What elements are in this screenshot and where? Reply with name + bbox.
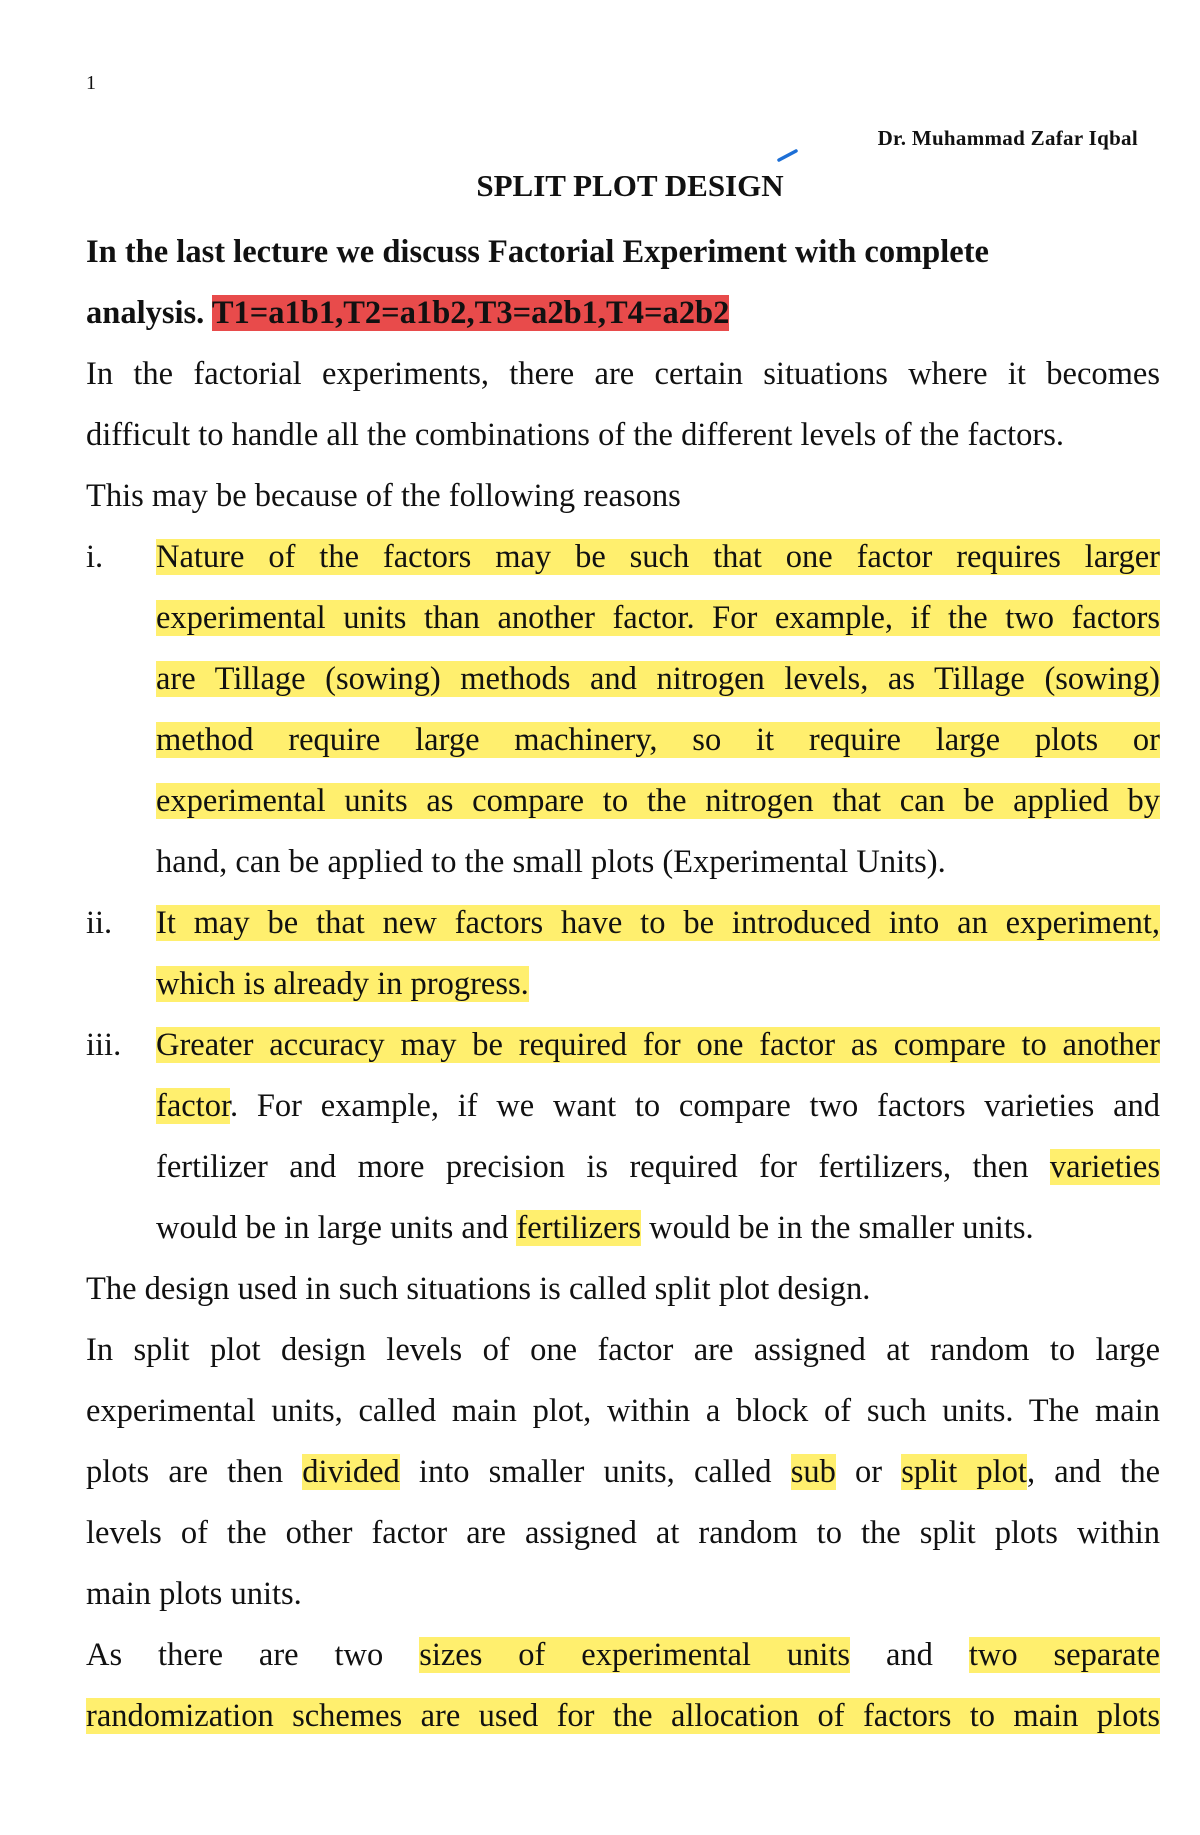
reason-i-line-5: experimental units as compare to the nitrogen that can be applied by [156, 783, 1160, 819]
list-marker: i. [86, 539, 104, 575]
reason-i-line-4: method require large machinery, so it require large plots or [156, 722, 1160, 758]
para3-line-2: experimental units, called main plot, within a block of such units. The main [86, 1393, 1160, 1429]
reason-i-line-2: experimental units than another factor. For example, if the two factors [156, 600, 1160, 636]
para4-line-2: randomization schemes are used for the allocation of factors to main plots [86, 1698, 1160, 1734]
reason-ii-line-2: which is already in progress. [156, 966, 529, 1002]
para2: The design used in such situations is called split plot design. [86, 1271, 871, 1307]
treatment-codes: T1=a1b1,T2=a1b2,T3=a2b1,T4=a2b2 [211, 295, 730, 331]
list-marker: iii. [86, 1027, 122, 1063]
page-number: 1 [86, 72, 96, 94]
reason-iii-line-2: factor. For example, if we want to compare two factors varieties and [156, 1088, 1160, 1124]
intro-line-2 [86, 286, 1160, 347]
reason-iii-line-3: fertilizer and more precision is required for fertilizers, then varieties [156, 1149, 1160, 1185]
para3-line-1: In split plot design levels of one factor are assigned at random to large [86, 1332, 1160, 1368]
para4-line-1: As there are two sizes of experimental units and two separate [86, 1637, 1160, 1673]
page-title: SPLIT PLOT DESIGN [476, 168, 784, 203]
reason-i-line-1: i. Nature of the factors may be such that one factor requires larger [86, 530, 1160, 591]
reason-iii-line-4: would be in large units and fertilizers would be in the smaller units. [156, 1210, 1034, 1246]
pen-mark-icon [777, 148, 799, 162]
author-name: Dr. Muhammad Zafar Iqbal [877, 126, 1138, 150]
reason-i-line-6: hand, can be applied to the small plots (Experimental Units). [156, 844, 946, 880]
intro-text: analysis. [86, 295, 205, 331]
reason-i-line-3: are Tillage (sowing) methods and nitrogen levels, as Tillage (sowing) [156, 661, 1160, 697]
para1-line-2: difficult to handle all the combinations of the different levels of the factors. [86, 417, 1065, 453]
para1-line-1: In the factorial experiments, there are certain situations where it becomes [86, 356, 1160, 392]
list-marker: ii. [86, 905, 113, 941]
para3-line-4: levels of the other factor are assigned at random to the split plots within [86, 1515, 1160, 1551]
para3-line-5: main plots units. [86, 1576, 302, 1612]
intro-line-1: In the last lecture we discuss Factorial Experiment with complete [86, 234, 989, 270]
reason-ii-line-1: ii. It may be that new factors have to be introduced into an experiment, [86, 896, 1160, 957]
para1-line-3: This may be because of the following reasons [86, 478, 681, 514]
para3-line-3: plots are then divided into smaller units, called sub or split plot, and the [86, 1454, 1160, 1490]
document-body [86, 225, 1160, 1750]
reason-iii-line-1: iii. Greater accuracy may be required for one factor as compare to another [86, 1018, 1160, 1079]
